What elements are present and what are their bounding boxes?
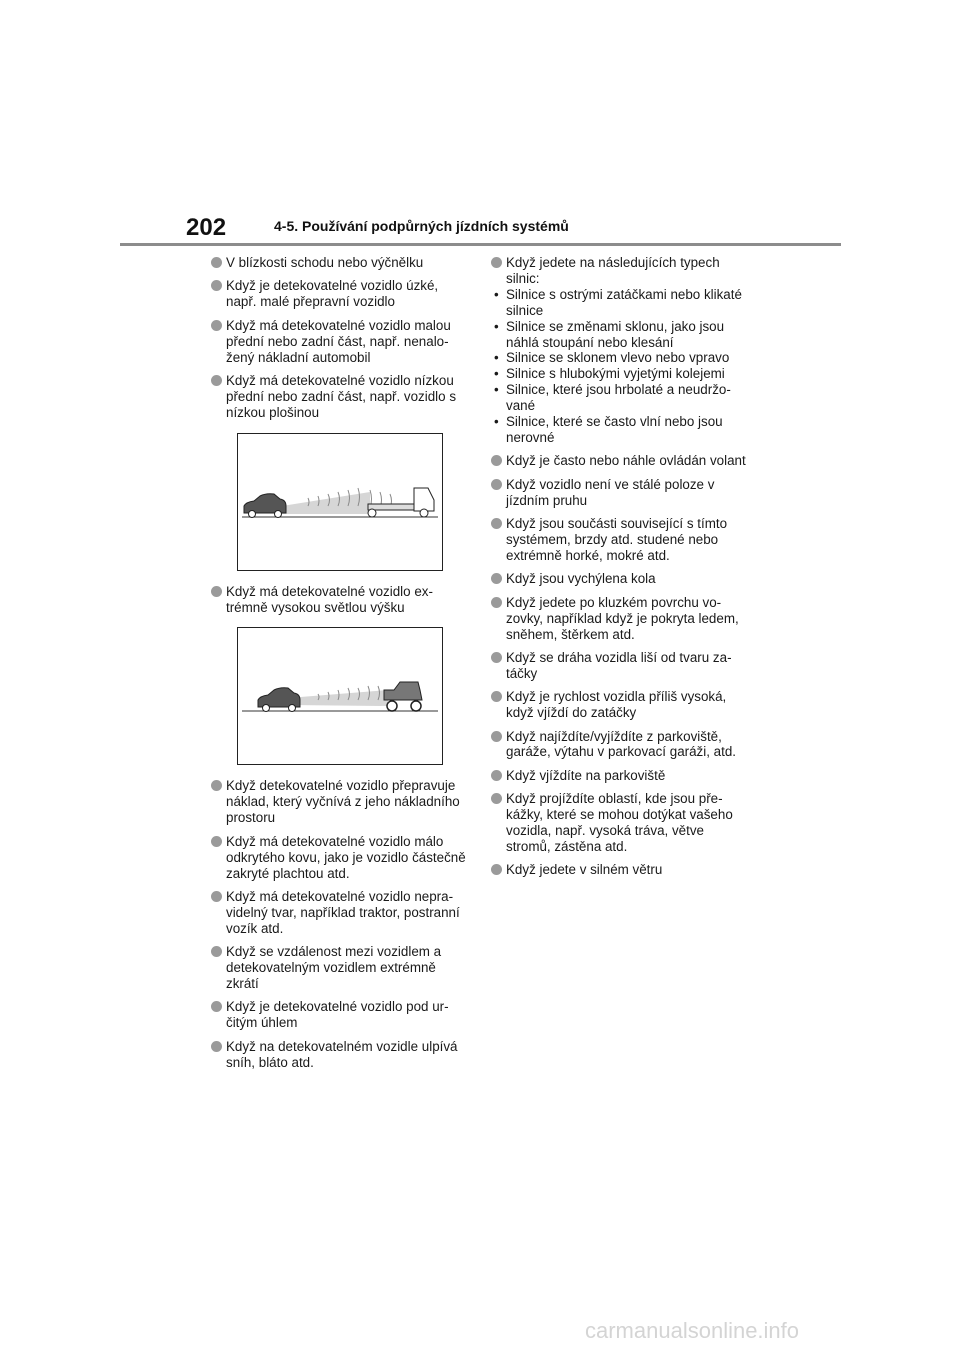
illustration-low-platform-truck <box>237 433 443 571</box>
list-item: Když jedete v silném větru <box>491 862 749 878</box>
bullet-icon <box>491 479 502 490</box>
right-column <box>491 255 749 886</box>
section-title: 4-5. Používání podpůrných jízdních systémů <box>274 218 569 234</box>
bullet-icon <box>491 691 502 702</box>
list-item: Když jsou vychýlena kola <box>491 571 749 587</box>
list-item-road-types: Když jedete na následujících typech silnic: • Silnice s ostrými zatáčkami nebo klikaté silnice • Silnice se změnami sklonu, jako jsou náhlá stoupání nebo klesání • Silnice se sklonem vlevo nebo vpravo • Silnice s hlubokými vyjetými kolejemi • Silnice, které jsou hrbolaté a neudržované • Silnice, které se často vlní nebo jsou nerovné <box>491 255 749 446</box>
list-item: Když jsou součásti související s tímto systémem, brzdy atd. studené nebo extrémně horké, mokré atd. <box>491 516 749 564</box>
list-item: Když vjíždíte na parkoviště <box>491 768 749 784</box>
bullet-icon <box>211 586 222 597</box>
list-item: Když vozidlo není ve stálé poloze v jízdním pruhu <box>491 477 749 509</box>
bullet-icon <box>491 652 502 663</box>
list-item: Když má detekovatelné vozidlo málo odkrytého kovu, jako je vozidlo částečně zakryté plachtou atd. <box>211 834 469 882</box>
list-item: Když má detekovatelné vozidlo nízkou přední nebo zadní část, např. vozidlo s nízkou plošinou <box>211 373 469 421</box>
bullet-icon <box>491 455 502 466</box>
list-item: Když je detekovatelné vozidlo úzké, např. malé přepravní vozidlo <box>211 278 469 310</box>
list-item: Když se dráha vozidla liší od tvaru zatáčky <box>491 650 749 682</box>
list-item: V blízkosti schodu nebo výčnělku <box>211 255 469 271</box>
list-item: Když na detekovatelném vozidle ulpívá sníh, bláto atd. <box>211 1039 469 1071</box>
bullet-icon <box>211 946 222 957</box>
bullet-icon <box>211 780 222 791</box>
bullet-icon <box>211 320 222 331</box>
list-item: Když je detekovatelné vozidlo pod určitým úhlem <box>211 999 469 1031</box>
list-item: Když je rychlost vozidla příliš vysoká, když vjíždí do zatáčky <box>491 689 749 721</box>
header-rule <box>120 243 841 246</box>
low-platform-truck-icon <box>238 434 442 570</box>
sub-list-item: • Silnice se změnami sklonu, jako jsou náhlá stoupání nebo klesání <box>491 319 749 351</box>
bullet-icon <box>211 375 222 386</box>
list-item: Když má detekovatelné vozidlo malou přední nebo zadní část, např. nenaložený nákladní automobil <box>211 318 469 366</box>
bullet-icon <box>211 1001 222 1012</box>
bullet-icon <box>211 280 222 291</box>
bullet-icon <box>491 518 502 529</box>
list-item: Když je často nebo náhle ovládán volant <box>491 453 749 469</box>
illustration-high-clearance-vehicle <box>237 627 443 765</box>
list-item: Když má detekovatelné vozidlo nepravidelný tvar, například traktor, postranní vozík atd. <box>211 889 469 937</box>
bullet-icon <box>491 770 502 781</box>
sub-list-item: • Silnice se sklonem vlevo nebo vpravo <box>491 350 749 366</box>
list-item: Když jedete po kluzkém povrchu vozovky, například když je pokryta ledem, sněhem, štěrkem atd. <box>491 595 749 643</box>
list-item: Když detekovatelné vozidlo přepravuje náklad, který vyčnívá z jeho nákladního prostoru <box>211 778 469 826</box>
sub-list-item: • Silnice s ostrými zatáčkami nebo klikaté silnice <box>491 287 749 319</box>
bullet-icon <box>211 891 222 902</box>
bullet-icon <box>211 1041 222 1052</box>
bullet-icon <box>211 257 222 268</box>
bullet-icon <box>211 836 222 847</box>
bullet-icon <box>491 257 502 268</box>
road-types-list <box>491 287 749 446</box>
bullet-icon <box>491 573 502 584</box>
sub-list-item: • Silnice, které jsou hrbolaté a neudržované <box>491 382 749 414</box>
list-item: Když se vzdálenost mezi vozidlem a detekovatelným vozidlem extrémně zkrátí <box>211 944 469 992</box>
sub-list-item: • Silnice s hlubokými vyjetými kolejemi <box>491 366 749 382</box>
list-item: Když najíždíte/vyjíždíte z parkoviště, garáže, výtahu v parkovací garáži, atd. <box>491 729 749 761</box>
watermark: carmanualsonline.info <box>585 1318 800 1343</box>
bullet-icon <box>491 731 502 742</box>
high-clearance-vehicle-icon <box>238 628 442 764</box>
list-item: Když má detekovatelné vozidlo extrémně vysokou světlou výšku <box>211 584 469 616</box>
sub-list-item: • Silnice, které se často vlní nebo jsou nerovné <box>491 414 749 446</box>
left-column <box>211 255 469 1078</box>
page-number: 202 <box>186 214 227 241</box>
bullet-icon <box>491 793 502 804</box>
bullet-icon <box>491 597 502 608</box>
list-item: Když projíždíte oblastí, kde jsou překážky, které se mohou dotýkat vašeho vozidla, např. vysoká tráva, větve stromů, zástěna atd. <box>491 791 749 855</box>
bullet-icon <box>491 864 502 875</box>
